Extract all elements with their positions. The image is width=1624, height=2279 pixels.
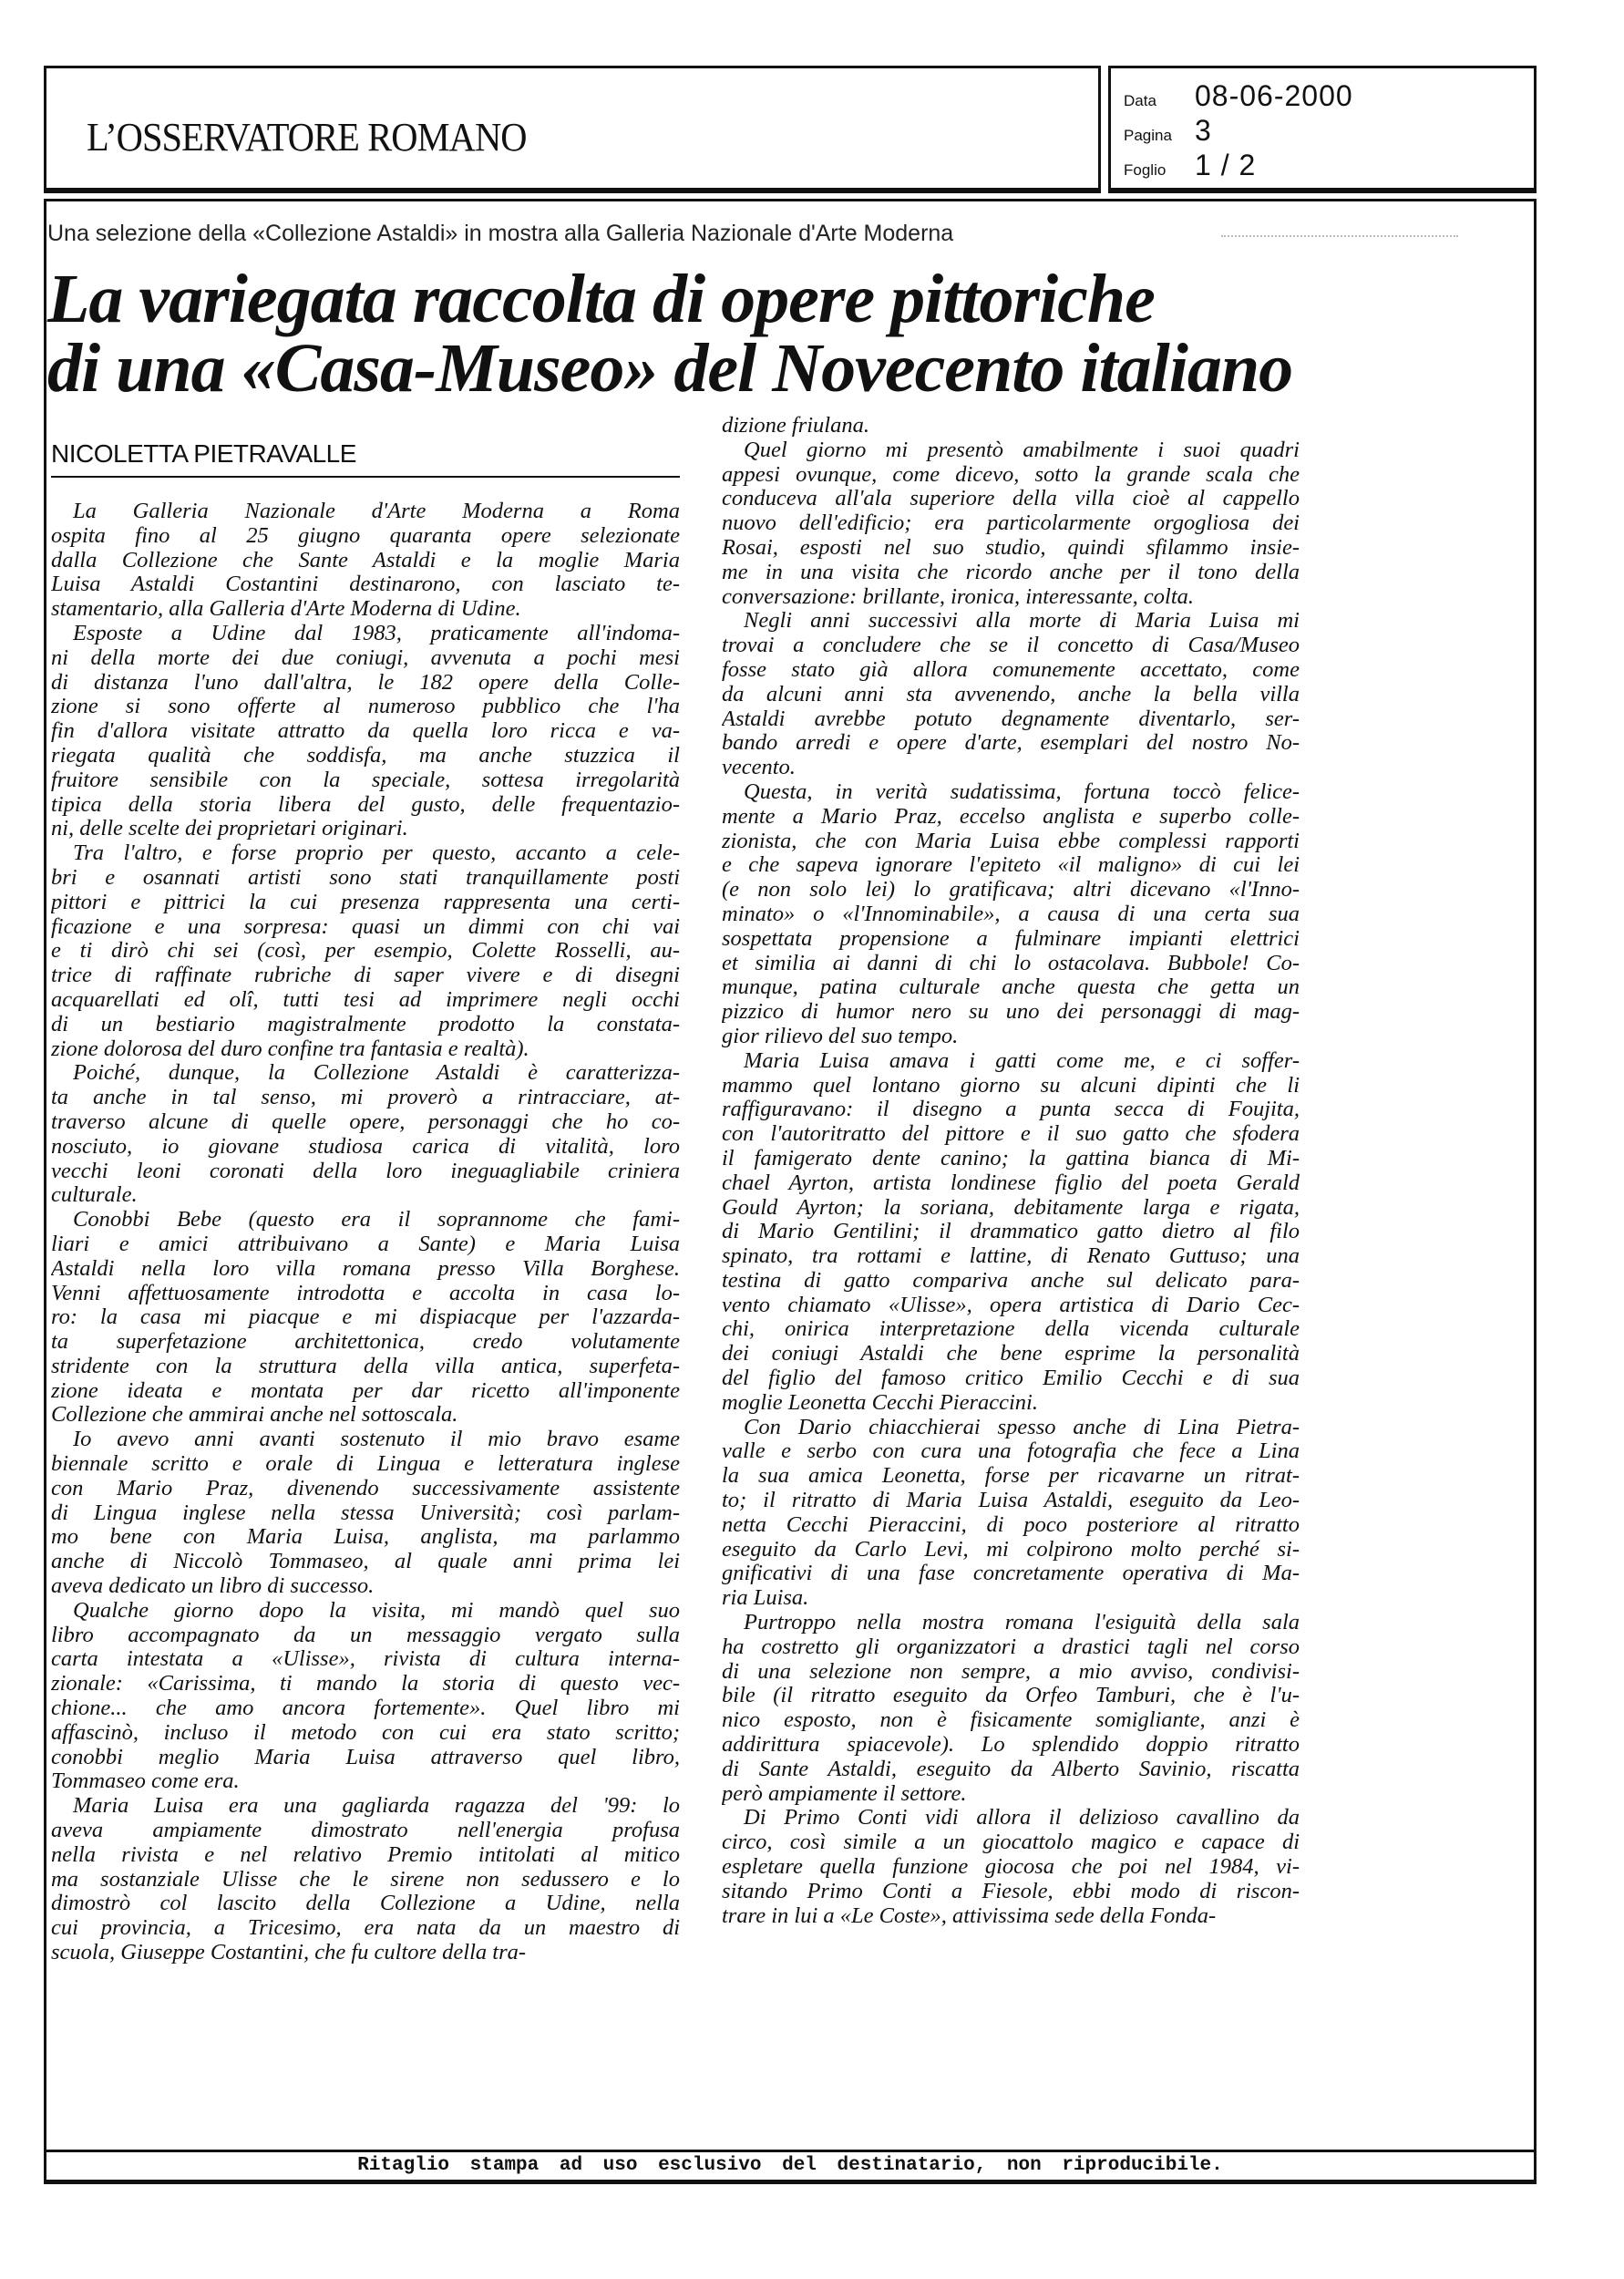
text-line: stridente con la struttura della villa antica, superfeta- [51, 1354, 680, 1378]
text-line: Venni affettuosamente introdotta e accolta in casa lo- [51, 1281, 680, 1305]
text-line: me in una visita che ricordo anche per il tono della [722, 560, 1300, 584]
text-line: scuola, Giuseppe Costantini, che fu cultore della tra- [51, 1941, 527, 1965]
text-line: dizione friulana. [722, 414, 869, 438]
text-line: chi, onirica interpretazione della vicenda culturale [722, 1317, 1300, 1342]
text-line: dalla Collezione che Sante Astaldi e la moglie Maria [51, 548, 680, 572]
text-line: Conobbi Bebe (questo era il soprannome che fami- [73, 1208, 680, 1232]
text-line: Qualche giorno dopo la visita, mi mandò quel suo [73, 1598, 680, 1623]
text-line: ni della morte dei due coniugi, avvenuta a pochi mesi [51, 645, 680, 670]
text-line: et similia ai danni di chi lo ostacolava. Bubbole! Co- [722, 951, 1300, 975]
paragraph [51, 1208, 680, 1428]
text-line: nuovo dell'edificio; era particolarmente orgogliosa dei [722, 511, 1300, 536]
text-line: ni, delle scelte dei proprietari originari. [51, 817, 408, 841]
text-line: minato» o «l'Innominabile», a causa di una certa sua [722, 902, 1300, 926]
text-line: conobbi meglio Maria Luisa attraverso quel libro, [51, 1745, 680, 1769]
text-line: moglie Leonetta Cecchi Pieraccini. [722, 1390, 1038, 1415]
text-line: di Sante Astaldi, eseguito da Alberto Savinio, riscatta [722, 1757, 1300, 1781]
text-line: stamentario, alla Galleria d'Arte Moderna di Udine. [51, 597, 521, 622]
text-line: ta anche in tal senso, mi proverò a rintracciare, at- [51, 1086, 680, 1110]
meta-value: 08-06-2000 [1195, 79, 1353, 112]
meta-date [1124, 79, 1534, 114]
text-line: aveva ampiamente dimostrato nell'energia profusa [51, 1819, 680, 1843]
text-line: e che sapeva ignorare l'epiteto «il maligno» di cui lei [722, 853, 1300, 878]
text-line: trare in lui a «Le Coste», attivissima sede della Fonda- [722, 1903, 1217, 1928]
text-line: munque, patina culturale anche questa che getta un [722, 975, 1300, 1000]
text-line: nella rivista e nel relativo Premio intitolati al mitico [51, 1842, 680, 1867]
text-line: fruitore sensibile con la speciale, sottesa irregolarità [51, 768, 680, 792]
text-line: liari e amici attribuivano a Sante) e Maria Luisa [51, 1232, 680, 1256]
text-line: tipica della storia libera del gusto, delle frequentazio- [51, 792, 680, 817]
publication-name: L’OSSERVATORE ROMANO [87, 115, 527, 160]
text-line: zione ideata e montata per dar ricetto all'imponente [51, 1378, 680, 1403]
publication-header [44, 66, 1101, 193]
text-line: e ti dirò chi sei (così, per esempio, Colette Rosselli, au- [51, 939, 680, 964]
article-title [47, 261, 1293, 407]
text-line: addirittura spiacevole). Lo splendido doppio ritratto [722, 1733, 1300, 1758]
text-line: vento chiamato «Ulisse», opera artistica di Dario Cec- [722, 1293, 1300, 1317]
text-line: Poiché, dunque, la Collezione Astaldi è caratterizza- [73, 1061, 680, 1086]
paragraph [722, 780, 1300, 1049]
paragraph [51, 500, 680, 622]
footer-rule [44, 2150, 1537, 2152]
text-line: affascinò, incluso il metodo con cui era stato scritto; [51, 1720, 680, 1745]
text-line: chione... che amo ancora fortemente». Quel libro mi [51, 1696, 680, 1721]
text-line: Esposte a Udine dal 1983, praticamente all'indoma- [73, 621, 680, 645]
text-line: carta intestata a «Ulisse», rivista di cultura interna- [51, 1647, 680, 1672]
article-kicker: Una selezione della «Collezione Astaldi» in mostra alla Galleria Nazionale d'Arte Moderna [47, 221, 954, 246]
paragraph [722, 1611, 1300, 1806]
text-line: vecento. [722, 756, 796, 780]
text-line: mente a Mario Praz, eccelso anglista e superbo colle- [722, 804, 1300, 829]
text-line: ta superfetazione architettonica, credo volutamente [51, 1330, 680, 1355]
paragraph [51, 1428, 680, 1599]
text-line: pizzico di humor nero su uno dei personaggi di mag- [722, 1000, 1300, 1025]
meta-label: Foglio [1124, 161, 1167, 179]
text-line: bri e osannati artisti sono stati tranquillamente posti [51, 865, 680, 890]
paragraph [722, 438, 1300, 610]
text-line: di distanza l'uno dall'altra, le 182 opere della Colle- [51, 670, 680, 695]
text-line: sitando Primo Conti a Fiesole, ebbi modo di riscon- [722, 1879, 1300, 1903]
text-line: del figlio del famoso critico Emilio Cecchi e di sua [722, 1366, 1300, 1391]
text-line: ha costretto gli organizzatori a drastici tagli nel corso [722, 1634, 1300, 1659]
decorative-dotted-rule [1221, 235, 1458, 237]
text-line: trovai a concludere che se il concetto di Casa/Museo [722, 634, 1300, 658]
text-line: aveva dedicato un libro di successo. [51, 1574, 375, 1599]
text-line: gnificativi di una fase concretamente operativa di Ma- [722, 1562, 1300, 1586]
text-line: fin d'allora visitate attratto da quella loro ricca e va- [51, 719, 680, 744]
text-line: Luisa Astaldi Costantini destinarono, con lasciato te- [51, 572, 680, 597]
text-line: Tommaseo come era. [51, 1769, 240, 1794]
text-line: Astaldi avrebbe potuto degnamente diventarlo, ser- [722, 706, 1300, 731]
text-line: Astaldi nella loro villa romana presso Villa Borghese. [51, 1256, 680, 1281]
text-line: da alcuni anni sta avvenendo, anche la bella villa [722, 682, 1300, 706]
text-line: però ampiamente il settore. [722, 1781, 967, 1806]
text-line: circo, così simile a un giocattolo magico e capace di [722, 1830, 1300, 1855]
text-line: dimostrò col lascito della Collezione a Udine, nella [51, 1892, 680, 1916]
text-line: Con Dario chiacchierai spesso anche di Lina Pietra- [744, 1415, 1300, 1439]
meta-value: 3 [1195, 114, 1212, 147]
footer-notice: Ritaglio stampa ad uso esclusivo del destinatario, non riproducibile. [357, 2155, 1223, 2176]
text-line: anche di Niccolò Tommaseo, al quale anni prima lei [51, 1550, 680, 1574]
text-line: conversazione: brillante, ironica, interessante, colta. [722, 584, 1195, 609]
text-line: zionista, che con Maria Luisa ebbe complessi rapporti [722, 829, 1300, 853]
text-line: conduceva all'ala superiore della villa cioè al cappello [722, 487, 1300, 511]
text-line: pittori e pittrici la cui presenza rappresenta una certi- [51, 890, 680, 914]
text-line: netta Cecchi Pieraccini, di poco posteriore al ritratto [722, 1512, 1300, 1537]
text-line: di Lingua inglese nella stessa Università; così parlam- [51, 1500, 680, 1525]
text-line: (e non solo lei) lo gratificava; altri dicevano «l'Inno- [722, 878, 1300, 902]
meta-label: Pagina [1124, 127, 1172, 144]
text-line: spinato, tra rottami e lattine, di Renato Guttuso; una [722, 1244, 1300, 1269]
text-line: Gould Ayrton; la soriana, debitamente larga e rigata, [722, 1195, 1300, 1220]
text-line: zionale: «Carissima, ti mando la storia di questo vec- [51, 1672, 680, 1696]
text-line: cui provincia, a Tricesimo, era nata da un maestro di [51, 1916, 680, 1941]
text-line: to; il ritratto di Maria Luisa Astaldi, eseguito da Leo- [722, 1489, 1300, 1513]
text-line: Rosai, esposti nel suo studio, quindi sfilammo insie- [722, 535, 1300, 560]
text-line: Negli anni successivi alla morte di Maria Luisa mi [744, 609, 1300, 634]
text-line: testina di gatto compariva anche sul delicato para- [722, 1268, 1300, 1293]
text-line: biennale scritto e orale di Lingua e letteratura inglese [51, 1452, 680, 1477]
text-line: La Galleria Nazionale d'Arte Moderna a Roma [73, 500, 680, 523]
text-line: nosciuto, io giovane studiosa carica di vitalità, loro [51, 1134, 680, 1159]
byline-rule [51, 476, 680, 478]
text-line: gior rilievo del suo tempo. [722, 1024, 959, 1048]
text-line: di una selezione non sempre, a mio avviso, condivisi- [722, 1659, 1300, 1684]
paragraph [51, 1599, 680, 1794]
text-line: libro accompagnato da un messaggio vergato sulla [51, 1623, 680, 1647]
meta-page [1124, 114, 1534, 149]
paragraph [722, 414, 1300, 438]
text-line: Purtroppo nella mostra romana l'esiguità della sala [744, 1611, 1300, 1635]
text-line: zione dolorosa del duro confine tra fantasia e realtà). [51, 1036, 529, 1061]
meta-value: 1 / 2 [1195, 149, 1257, 181]
text-line: zione si sono offerte al numeroso pubblico che l'ha [51, 695, 680, 719]
text-line: Quel giorno mi presentò amabilmente i suoi quadri [744, 438, 1300, 462]
text-line: appesi ovunque, come dicevo, sotto la grande scala che [722, 462, 1300, 487]
text-line: valle e serbo con cura una fotografia che fece a Lina [722, 1439, 1300, 1464]
text-line: Collezione che ammirai anche nel sottoscala. [51, 1403, 458, 1428]
meta-label: Data [1124, 92, 1156, 109]
text-line: riegata qualità che soddisfa, ma anche stuzzica il [51, 743, 680, 768]
text-line: trice di raffinate rubriche di saper vivere e di disegni [51, 964, 680, 988]
text-line: bile (il ritratto eseguito da Orfeo Tamburi, che è l'u- [722, 1684, 1300, 1708]
text-line: traverso alcune di quelle opere, personaggi che ho co- [51, 1109, 680, 1134]
text-line: la sua amica Leonetta, forse per ricavarne un ritrat- [722, 1464, 1300, 1489]
article-column-left [51, 500, 680, 1965]
text-line: vecchi leoni coronati della loro ineguagliabile criniera [51, 1159, 680, 1183]
text-line: nico esposto, non è fisicamente somigliante, anzi è [722, 1708, 1300, 1733]
text-line: Tra l'altro, e forse proprio per questo, accanto a cele- [73, 841, 680, 866]
paragraph [722, 1416, 1300, 1611]
text-line: di un bestiario magistralmente prodotto la constata- [51, 1012, 680, 1036]
text-line: ro: la casa mi piacque e mi dispiacque per l'azzarda- [51, 1305, 680, 1330]
text-line: con l'autoritratto del pittore e il suo gatto che sfodera [722, 1122, 1300, 1147]
text-line: Di Primo Conti vidi allora il delizioso cavallino da [744, 1806, 1300, 1830]
text-line: eseguito da Carlo Levi, mi colpirono molto perché si- [722, 1537, 1300, 1562]
text-line: espletare quella funzione giocosa che poi nel 1984, vi- [722, 1855, 1300, 1880]
text-line: Io avevo anni avanti sostenuto il mio bravo esame [73, 1428, 680, 1452]
text-line: Maria Luisa era una gagliarda ragazza del '99: lo [73, 1794, 680, 1819]
text-line: Maria Luisa amava i gatti come me, e ci soffer- [744, 1048, 1300, 1073]
text-line: dei coniugi Astaldi che bene esprime la personalità [722, 1342, 1300, 1366]
paragraph [722, 1049, 1300, 1416]
text-line: ficazione e una sorpresa: quasi un dimmi con chi vai [51, 914, 680, 939]
clipping-metadata [1108, 66, 1537, 193]
paragraph [722, 609, 1300, 780]
text-line: di Mario Gentilini; il drammatico gatto dietro al filo [722, 1220, 1300, 1244]
paragraph [722, 1806, 1300, 1928]
title-line: La variegata raccolta di opere pittoriche [47, 261, 1155, 337]
paragraph [51, 841, 680, 1061]
author-byline: NICOLETTA PIETRAVALLE [51, 439, 356, 468]
text-line: culturale. [51, 1183, 138, 1208]
text-line: sospettata propensione a fulminare impianti elettrici [722, 926, 1300, 951]
article-column-right [722, 414, 1300, 1928]
text-line: Questa, in verità sudatissima, fortuna toccò felice- [744, 779, 1300, 804]
text-line: fosse stato già allora comunemente accettato, come [722, 657, 1300, 682]
text-line: ma sostanziale Ulisse che le sirene non sedussero e lo [51, 1867, 680, 1892]
text-line: mo bene con Maria Luisa, anglista, ma parlammo [51, 1525, 680, 1550]
text-line: acquarellati ed olî, tutti tesi ad imprimere negli occhi [51, 987, 680, 1012]
text-line: raffiguravano: il disegno a punta secca di Foujita, [722, 1098, 1300, 1122]
text-line: bando arredi e opere d'arte, esemplari del nostro No- [722, 731, 1300, 756]
meta-sheet [1124, 149, 1534, 183]
paragraph [51, 622, 680, 841]
text-line: mammo quel lontano giorno su alcuni dipinti che li [722, 1073, 1300, 1098]
text-line: ospita fino al 25 giugno quaranta opere selezionate [51, 523, 680, 548]
paragraph [51, 1794, 680, 1965]
paragraph [51, 1061, 680, 1208]
text-line: con Mario Praz, divenendo successivamente assistente [51, 1476, 680, 1500]
text-line: ria Luisa. [722, 1586, 809, 1611]
text-line: chael Ayrton, artista londinese figlio del poeta Gerald [722, 1170, 1300, 1195]
title-line: di una «Casa-Museo» del Novecento italiano [47, 330, 1293, 407]
text-line: il famigerato dente canino; la gattina bianca di Mi- [722, 1146, 1300, 1170]
